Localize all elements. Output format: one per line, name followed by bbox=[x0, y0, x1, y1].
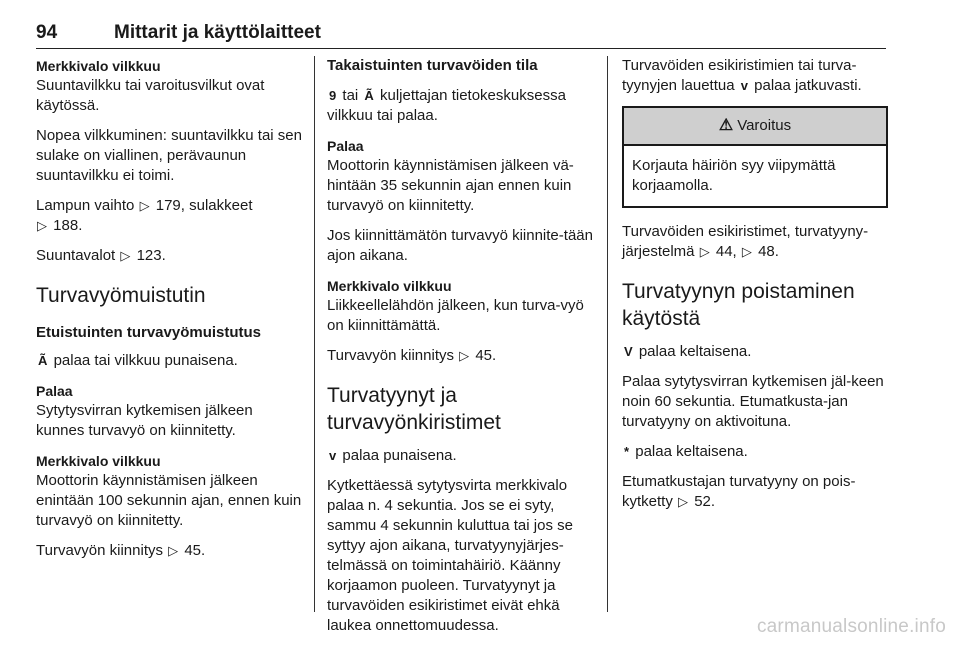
page-ref-icon: ▷ bbox=[168, 543, 179, 558]
paragraph: Jos kiinnittämätön turvavyö kiinnite-tään ajon aikana. bbox=[327, 227, 593, 264]
page-ref-link[interactable]: 45. bbox=[475, 347, 497, 364]
paragraph: * palaa keltaisena. bbox=[624, 443, 748, 460]
page-ref-icon: ▷ bbox=[459, 348, 470, 363]
seatbelt-icon: Ã bbox=[364, 88, 374, 103]
section-heading: Merkkivalo vilkkuu bbox=[36, 58, 161, 74]
paragraph: Turvavöiden esikiristimien tai turva-tyynyjen lauettua v palaa jatkuvasti. bbox=[622, 57, 862, 94]
subsection-title: Takaistuinten turvavöiden tila bbox=[327, 57, 538, 74]
paragraph: V palaa keltaisena. bbox=[624, 343, 752, 360]
paragraph: Moottorin käynnistämisen jälkeen vä-hintään 35 sekunnin ajan ennen kuin turvavyö on kiinnitetty. bbox=[327, 157, 574, 214]
paragraph: Turvavyön kiinnitys ▷ 45. bbox=[327, 347, 497, 364]
airbag-off-icon: V bbox=[624, 344, 633, 359]
page-ref-icon: ▷ bbox=[120, 248, 131, 263]
section-title: Turvatyynyt ja turvavyönkiristimet bbox=[327, 384, 501, 434]
paragraph: Ã palaa tai vilkkuu punaisena. bbox=[38, 352, 238, 369]
paragraph: Liikkeellelähdön jälkeen, kun turva-vyö on kiinnittämättä. bbox=[327, 297, 584, 334]
paragraph: Etumatkustajan turvatyyny on pois-kytketty ▷ 52. bbox=[622, 473, 856, 510]
paragraph: Palaa sytytysvirran kytkemisen jäl-keen noin 60 sekuntia. Etumatkusta-jan turvatyyny on aktivoituna. bbox=[622, 373, 884, 430]
warning-title: Varoitus bbox=[737, 117, 792, 134]
section-title: Turvatyynyn poistaminen käytöstä bbox=[622, 280, 855, 330]
column-divider bbox=[314, 56, 315, 612]
page-ref-icon: ▷ bbox=[699, 244, 710, 259]
section-title: Turvavyömuistutin bbox=[36, 284, 206, 307]
paragraph: Suuntavalot ▷ 123. bbox=[36, 247, 166, 264]
column-3 bbox=[622, 56, 888, 522]
page-ref-link[interactable]: 179, sulakkeet bbox=[155, 197, 253, 214]
paragraph: Sytytysvirran kytkemisen jälkeen kunnes turvavyö on kiinnitetty. bbox=[36, 402, 253, 439]
airbag-icon: v bbox=[740, 78, 748, 93]
page-ref-link[interactable]: 44, bbox=[715, 243, 737, 260]
page-ref-link[interactable]: 52. bbox=[694, 493, 716, 510]
section-heading: Merkkivalo vilkkuu bbox=[327, 278, 452, 294]
page-ref-link[interactable]: 188. bbox=[53, 217, 83, 234]
page-ref-icon: ▷ bbox=[37, 218, 47, 233]
page-title: Mittarit ja käyttölaitteet bbox=[114, 22, 321, 43]
paragraph: Moottorin käynnistämisen jälkeen enintään 100 sekunnin ajan, ennen kuin turvavyö on kiinnitetty. bbox=[36, 472, 302, 529]
warning-text: Korjauta häiriön syy viipymättä korjaamolla. bbox=[632, 157, 836, 194]
section-heading: Merkkivalo vilkkuu bbox=[36, 453, 161, 469]
airbag-off-icon: * bbox=[624, 444, 630, 459]
airbag-icon: v bbox=[329, 448, 337, 463]
paragraph: Turvavöiden esikiristimet, turvatyyny-järjestelmä ▷ 44, ▷ 48. bbox=[622, 223, 869, 260]
column-1 bbox=[36, 56, 302, 571]
warning-header bbox=[624, 108, 886, 146]
page-ref-icon: ▷ bbox=[741, 244, 752, 259]
paragraph: Kytkettäessä sytytysvirta merkkivalo palaa n. 4 sekuntia. Jos se ei syty, sammu 4 sekunnin kuluttua tai jos se syttyy ajon aikana, turvatyynyjärjes-telmässä on toimintahäiriö. Käänny korjaamon puoleen. Turvatyynyt ja turvavöiden esikiristimet eivät ehkä laukea onnettomuudessa. bbox=[327, 477, 573, 634]
paragraph: Turvavyön kiinnitys ▷ 45. bbox=[36, 542, 206, 559]
seatbelt-icon: Ã bbox=[38, 353, 48, 368]
page-ref-icon: ▷ bbox=[678, 494, 689, 509]
page-ref-link[interactable]: 48. bbox=[758, 243, 779, 260]
rear-seatbelt-icon: 9 bbox=[329, 88, 337, 103]
paragraph: Nopea vilkkuminen: suuntavilkku tai sen sulake on viallinen, perävaunun suuntavilkku ei toimi. bbox=[36, 127, 302, 184]
watermark: carmanualsonline.info bbox=[756, 616, 946, 637]
page-number: 94 bbox=[36, 22, 58, 43]
page-ref-link[interactable]: 45. bbox=[184, 542, 206, 559]
page-ref-icon: ▷ bbox=[139, 198, 150, 213]
paragraph: v palaa punaisena. bbox=[329, 447, 457, 464]
column-2 bbox=[327, 56, 595, 646]
column-divider bbox=[607, 56, 608, 612]
page-ref-link[interactable]: 123. bbox=[136, 247, 166, 264]
paragraph: Lampun vaihto ▷ 179, sulakkeet ▷ 188. bbox=[36, 197, 253, 234]
section-heading: Palaa bbox=[327, 138, 364, 154]
section-heading: Palaa bbox=[36, 383, 73, 399]
paragraph: Suuntavilkku tai varoitusvilkut ovat käytössä. bbox=[36, 77, 265, 114]
page-header bbox=[36, 18, 886, 49]
warning-box bbox=[622, 106, 888, 208]
paragraph: 9 tai Ã kuljettajan tietokeskuksessa vilkkuu tai palaa. bbox=[327, 87, 566, 124]
subsection-title: Etuistuinten turvavyömuistutus bbox=[36, 324, 262, 341]
warning-icon: ⚠ bbox=[718, 117, 734, 134]
